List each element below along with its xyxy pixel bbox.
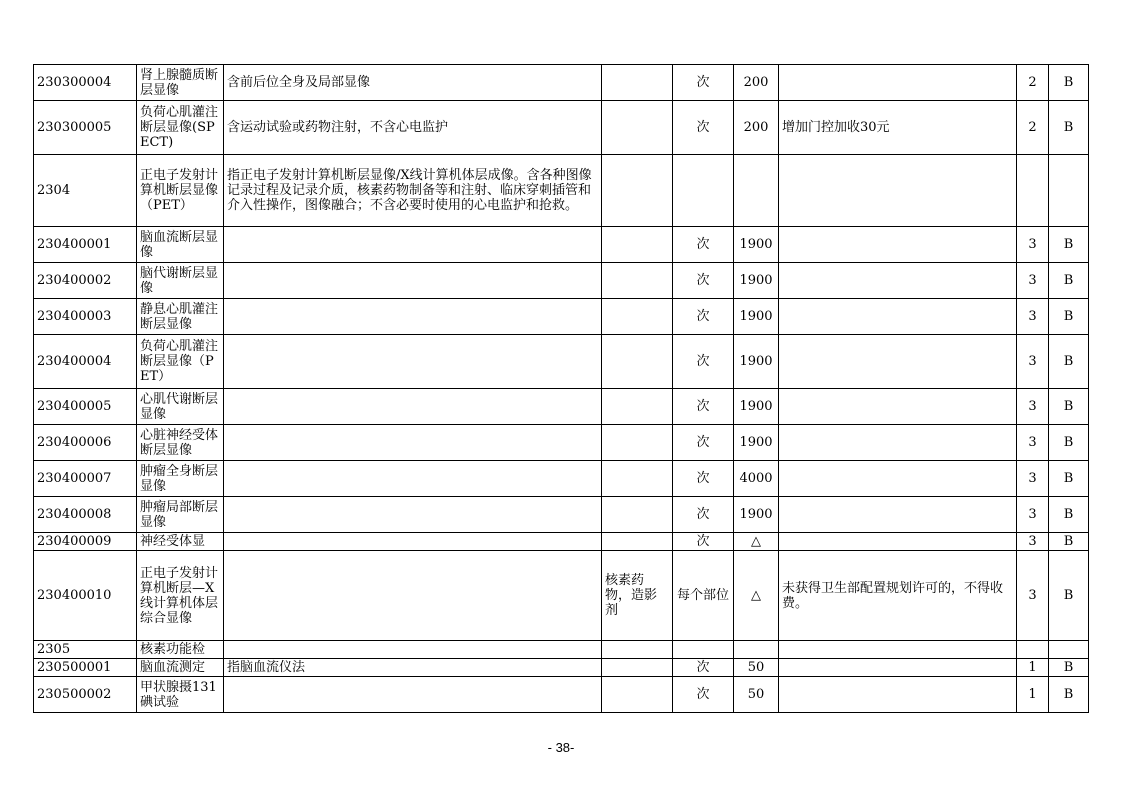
table-row (34, 299, 1089, 335)
unit-cell: 次 (673, 299, 734, 335)
item-code-cell: 230400007 (34, 461, 137, 497)
class-cell: B (1049, 677, 1089, 713)
item-name-cell: 神经受体显 (137, 533, 224, 551)
table-row (34, 227, 1089, 263)
item-code-cell: 230400009 (34, 533, 137, 551)
price-cell: 50 (734, 677, 779, 713)
level-cell: 2 (1017, 101, 1049, 155)
class-cell: B (1049, 65, 1089, 101)
item-description-cell (224, 533, 602, 551)
level-cell: 3 (1017, 389, 1049, 425)
item-name-cell: 肿瘤全身断层显像 (137, 461, 224, 497)
item-name-cell: 心脏神经受体断层显像 (137, 425, 224, 461)
item-code-cell: 230400001 (34, 227, 137, 263)
class-cell: B (1049, 389, 1089, 425)
table-row (34, 641, 1089, 659)
note-cell (779, 425, 1017, 461)
class-cell (1049, 641, 1089, 659)
table-row (34, 677, 1089, 713)
item-description-cell (224, 299, 602, 335)
unit-cell: 次 (673, 677, 734, 713)
item-description-cell (224, 227, 602, 263)
unit-cell: 每个部位 (673, 551, 734, 641)
item-code-cell: 2304 (34, 155, 137, 227)
item-code-cell: 230400006 (34, 425, 137, 461)
item-description-cell (224, 551, 602, 641)
item-name-cell: 静息心肌灌注断层显像 (137, 299, 224, 335)
table-row (34, 101, 1089, 155)
class-cell: B (1049, 425, 1089, 461)
price-cell: 1900 (734, 389, 779, 425)
table-row (34, 65, 1089, 101)
item-description-cell: 含前后位全身及局部显像 (224, 65, 602, 101)
excluded-content-cell (602, 299, 673, 335)
fee-table-body (34, 65, 1089, 713)
item-name-cell: 核素功能检 (137, 641, 224, 659)
note-cell (779, 155, 1017, 227)
unit-cell: 次 (673, 389, 734, 425)
note-cell (779, 677, 1017, 713)
price-cell: 1900 (734, 227, 779, 263)
item-name-cell: 负荷心肌灌注断层显像(SPECT) (137, 101, 224, 155)
level-cell: 3 (1017, 227, 1049, 263)
excluded-content-cell (602, 263, 673, 299)
note-cell: 增加门控加收30元 (779, 101, 1017, 155)
table-row (34, 659, 1089, 677)
note-cell (779, 299, 1017, 335)
unit-cell: 次 (673, 227, 734, 263)
excluded-content-cell (602, 641, 673, 659)
item-name-cell: 正电子发射计算机断层显像（PET） (137, 155, 224, 227)
table-row (34, 551, 1089, 641)
class-cell: B (1049, 533, 1089, 551)
item-description-cell: 指脑血流仪法 (224, 659, 602, 677)
level-cell (1017, 155, 1049, 227)
class-cell: B (1049, 335, 1089, 389)
class-cell: B (1049, 101, 1089, 155)
level-cell: 3 (1017, 425, 1049, 461)
excluded-content-cell (602, 533, 673, 551)
note-cell (779, 65, 1017, 101)
item-description-cell (224, 461, 602, 497)
item-description-cell (224, 263, 602, 299)
table-row (34, 461, 1089, 497)
level-cell: 3 (1017, 461, 1049, 497)
item-description-cell (224, 497, 602, 533)
level-cell: 3 (1017, 497, 1049, 533)
level-cell: 1 (1017, 677, 1049, 713)
table-row (34, 335, 1089, 389)
level-cell: 1 (1017, 659, 1049, 677)
class-cell: B (1049, 263, 1089, 299)
level-cell: 2 (1017, 65, 1049, 101)
note-cell: 未获得卫生部配置规划许可的，不得收费。 (779, 551, 1017, 641)
table-row (34, 263, 1089, 299)
item-name-cell: 肾上腺髓质断层显像 (137, 65, 224, 101)
item-name-cell: 负荷心肌灌注断层显像（PET） (137, 335, 224, 389)
note-cell (779, 263, 1017, 299)
item-name-cell: 脑血流测定 (137, 659, 224, 677)
item-code-cell: 230400002 (34, 263, 137, 299)
item-name-cell: 心肌代谢断层显像 (137, 389, 224, 425)
unit-cell: 次 (673, 533, 734, 551)
excluded-content-cell (602, 497, 673, 533)
excluded-content-cell (602, 155, 673, 227)
item-description-cell: 指正电子发射计算机断层显像/X线计算机体层成像。含各种图像记录过程及记录介质，核素药物制备等和注射、临床穿刺插管和介入性操作，图像融合；不含必要时使用的心电监护和抢救。 (224, 155, 602, 227)
price-cell (734, 641, 779, 659)
unit-cell: 次 (673, 65, 734, 101)
class-cell: B (1049, 461, 1089, 497)
price-cell: 1900 (734, 263, 779, 299)
item-code-cell: 230400010 (34, 551, 137, 641)
note-cell (779, 641, 1017, 659)
table-row (34, 425, 1089, 461)
item-code-cell: 230300004 (34, 65, 137, 101)
note-cell (779, 533, 1017, 551)
price-cell: 1900 (734, 335, 779, 389)
unit-cell: 次 (673, 335, 734, 389)
note-cell (779, 461, 1017, 497)
note-cell (779, 497, 1017, 533)
class-cell: B (1049, 497, 1089, 533)
table-row (34, 497, 1089, 533)
item-code-cell: 230400003 (34, 299, 137, 335)
unit-cell (673, 641, 734, 659)
level-cell (1017, 641, 1049, 659)
item-name-cell: 正电子发射计算机断层—X线计算机体层综合显像 (137, 551, 224, 641)
level-cell: 3 (1017, 299, 1049, 335)
unit-cell: 次 (673, 425, 734, 461)
item-code-cell: 230400008 (34, 497, 137, 533)
price-cell: △ (734, 533, 779, 551)
excluded-content-cell (602, 461, 673, 497)
unit-cell: 次 (673, 497, 734, 533)
table-row (34, 389, 1089, 425)
unit-cell: 次 (673, 263, 734, 299)
price-cell: △ (734, 551, 779, 641)
item-name-cell: 甲状腺摄131碘试验 (137, 677, 224, 713)
price-cell: 50 (734, 659, 779, 677)
item-code-cell: 230500002 (34, 677, 137, 713)
item-description-cell (224, 641, 602, 659)
unit-cell (673, 155, 734, 227)
item-description-cell (224, 425, 602, 461)
level-cell: 3 (1017, 533, 1049, 551)
price-cell: 1900 (734, 299, 779, 335)
item-code-cell: 230400004 (34, 335, 137, 389)
table-row (34, 533, 1089, 551)
page-number: - 38- (547, 740, 575, 755)
excluded-content-cell (602, 659, 673, 677)
table-row (34, 155, 1089, 227)
class-cell: B (1049, 299, 1089, 335)
price-cell: 4000 (734, 461, 779, 497)
note-cell (779, 227, 1017, 263)
class-cell (1049, 155, 1089, 227)
item-description-cell (224, 677, 602, 713)
unit-cell: 次 (673, 659, 734, 677)
price-cell: 1900 (734, 497, 779, 533)
item-description-cell: 含运动试验或药物注射，不含心电监护 (224, 101, 602, 155)
excluded-content-cell (602, 335, 673, 389)
class-cell: B (1049, 227, 1089, 263)
item-description-cell (224, 335, 602, 389)
item-description-cell (224, 389, 602, 425)
item-code-cell: 230400005 (34, 389, 137, 425)
item-name-cell: 脑代谢断层显像 (137, 263, 224, 299)
item-code-cell: 230300005 (34, 101, 137, 155)
item-code-cell: 230500001 (34, 659, 137, 677)
class-cell: B (1049, 659, 1089, 677)
excluded-content-cell (602, 101, 673, 155)
excluded-content-cell (602, 65, 673, 101)
excluded-content-cell: 核素药物，造影剂 (602, 551, 673, 641)
price-cell (734, 155, 779, 227)
excluded-content-cell (602, 227, 673, 263)
note-cell (779, 659, 1017, 677)
note-cell (779, 335, 1017, 389)
item-name-cell: 肿瘤局部断层显像 (137, 497, 224, 533)
unit-cell: 次 (673, 101, 734, 155)
item-name-cell: 脑血流断层显像 (137, 227, 224, 263)
excluded-content-cell (602, 677, 673, 713)
price-cell: 200 (734, 65, 779, 101)
excluded-content-cell (602, 425, 673, 461)
price-cell: 1900 (734, 425, 779, 461)
level-cell: 3 (1017, 335, 1049, 389)
class-cell: B (1049, 551, 1089, 641)
price-cell: 200 (734, 101, 779, 155)
fee-table (33, 64, 1089, 713)
item-code-cell: 2305 (34, 641, 137, 659)
note-cell (779, 389, 1017, 425)
excluded-content-cell (602, 389, 673, 425)
level-cell: 3 (1017, 263, 1049, 299)
unit-cell: 次 (673, 461, 734, 497)
level-cell: 3 (1017, 551, 1049, 641)
